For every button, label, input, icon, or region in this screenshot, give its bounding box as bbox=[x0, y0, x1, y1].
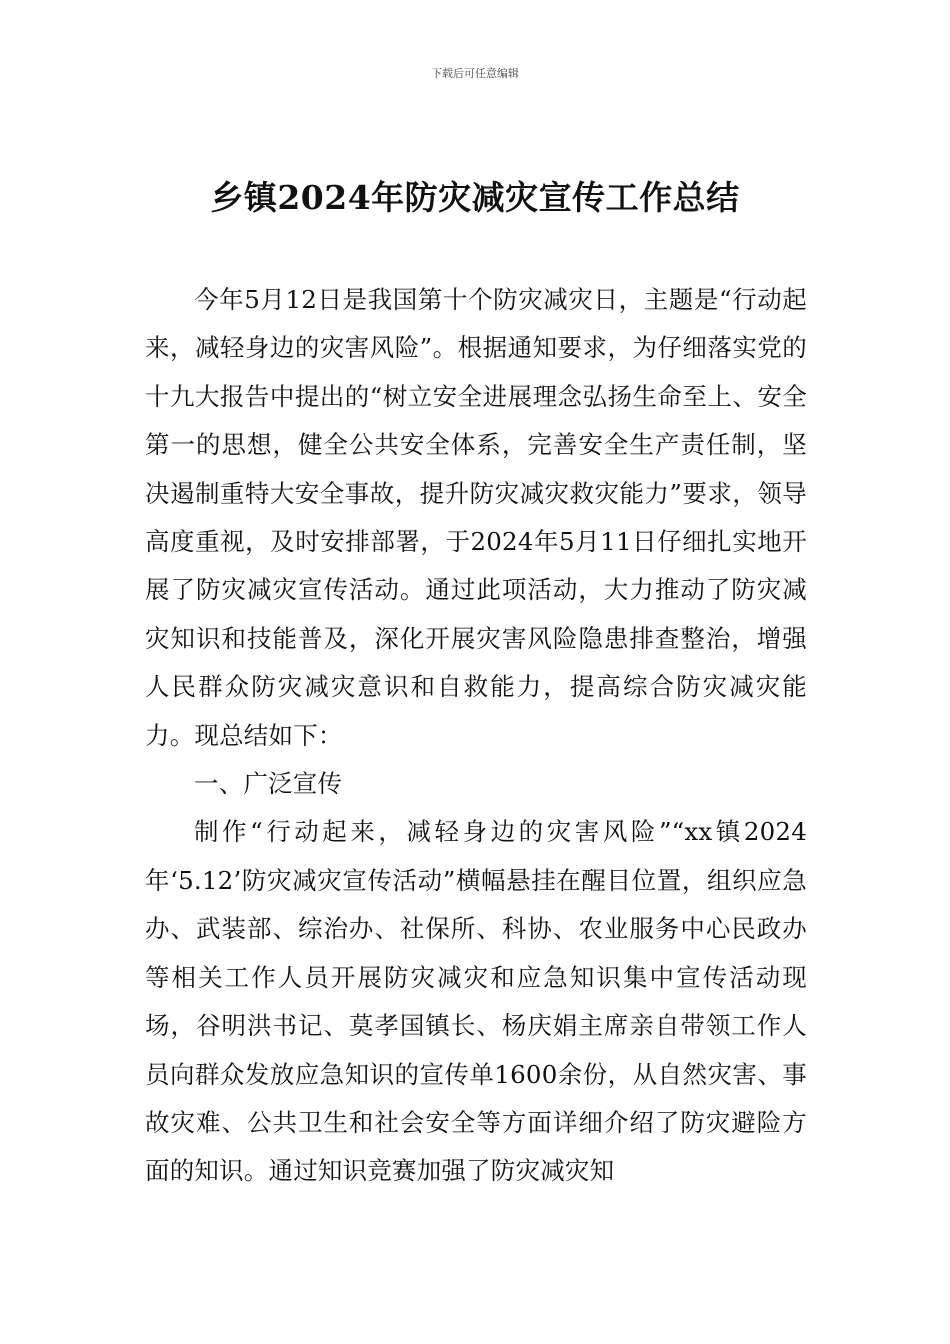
document-body bbox=[145, 276, 807, 1196]
paragraph-intro: 今年5月12日是我国第十个防灾减灾日，主题是“行动起来，减轻身边的灾害风险”。根据通知要求，为仔细落实党的十九大报告中提出的“树立安全进展理念弘扬生命至上、安全第一的思想，健全公共安全体系，完善安全生产责任制，坚决遏制重特大安全事故，提升防灾减灾救灾能力”要求，领导高度重视，及时安排部署，于2024年5月11日仔细扎实地开展了防灾减灾宣传活动。通过此项活动，大力推动了防灾减灾知识和技能普及，深化开展灾害风险隐患排查整治，增强人民群众防灾减灾意识和自救能力，提高综合防灾减灾能力。现总结如下： bbox=[145, 285, 807, 750]
section-heading-1: 一、广泛宣传 bbox=[194, 769, 343, 799]
header-note: 下载后可任意编辑 bbox=[431, 67, 519, 80]
document-title: 乡镇2024年防灾减灾宣传工作总结 bbox=[210, 178, 740, 217]
paragraph-section-1: 制作“行动起来，减轻身边的灾害风险”“xx镇2024年‘5.12’防灾减灾宣传活动”横幅悬挂在醒目位置，组织应急办、武装部、综治办、社保所、科协、农业服务中心民政办等相关工作人员开展防灾减灾和应急知识集中宣传活动现场，谷明洪书记、莫孝国镇长、杨庆娟主席亲自带领工作人员向群众发放应急知识的宣传单1600余份，从自然灾害、事故灾难、公共卫生和社会安全等方面详细介绍了防灾避险方面的知识。通过知识竞赛加强了防灾减灾知 bbox=[145, 817, 807, 1186]
